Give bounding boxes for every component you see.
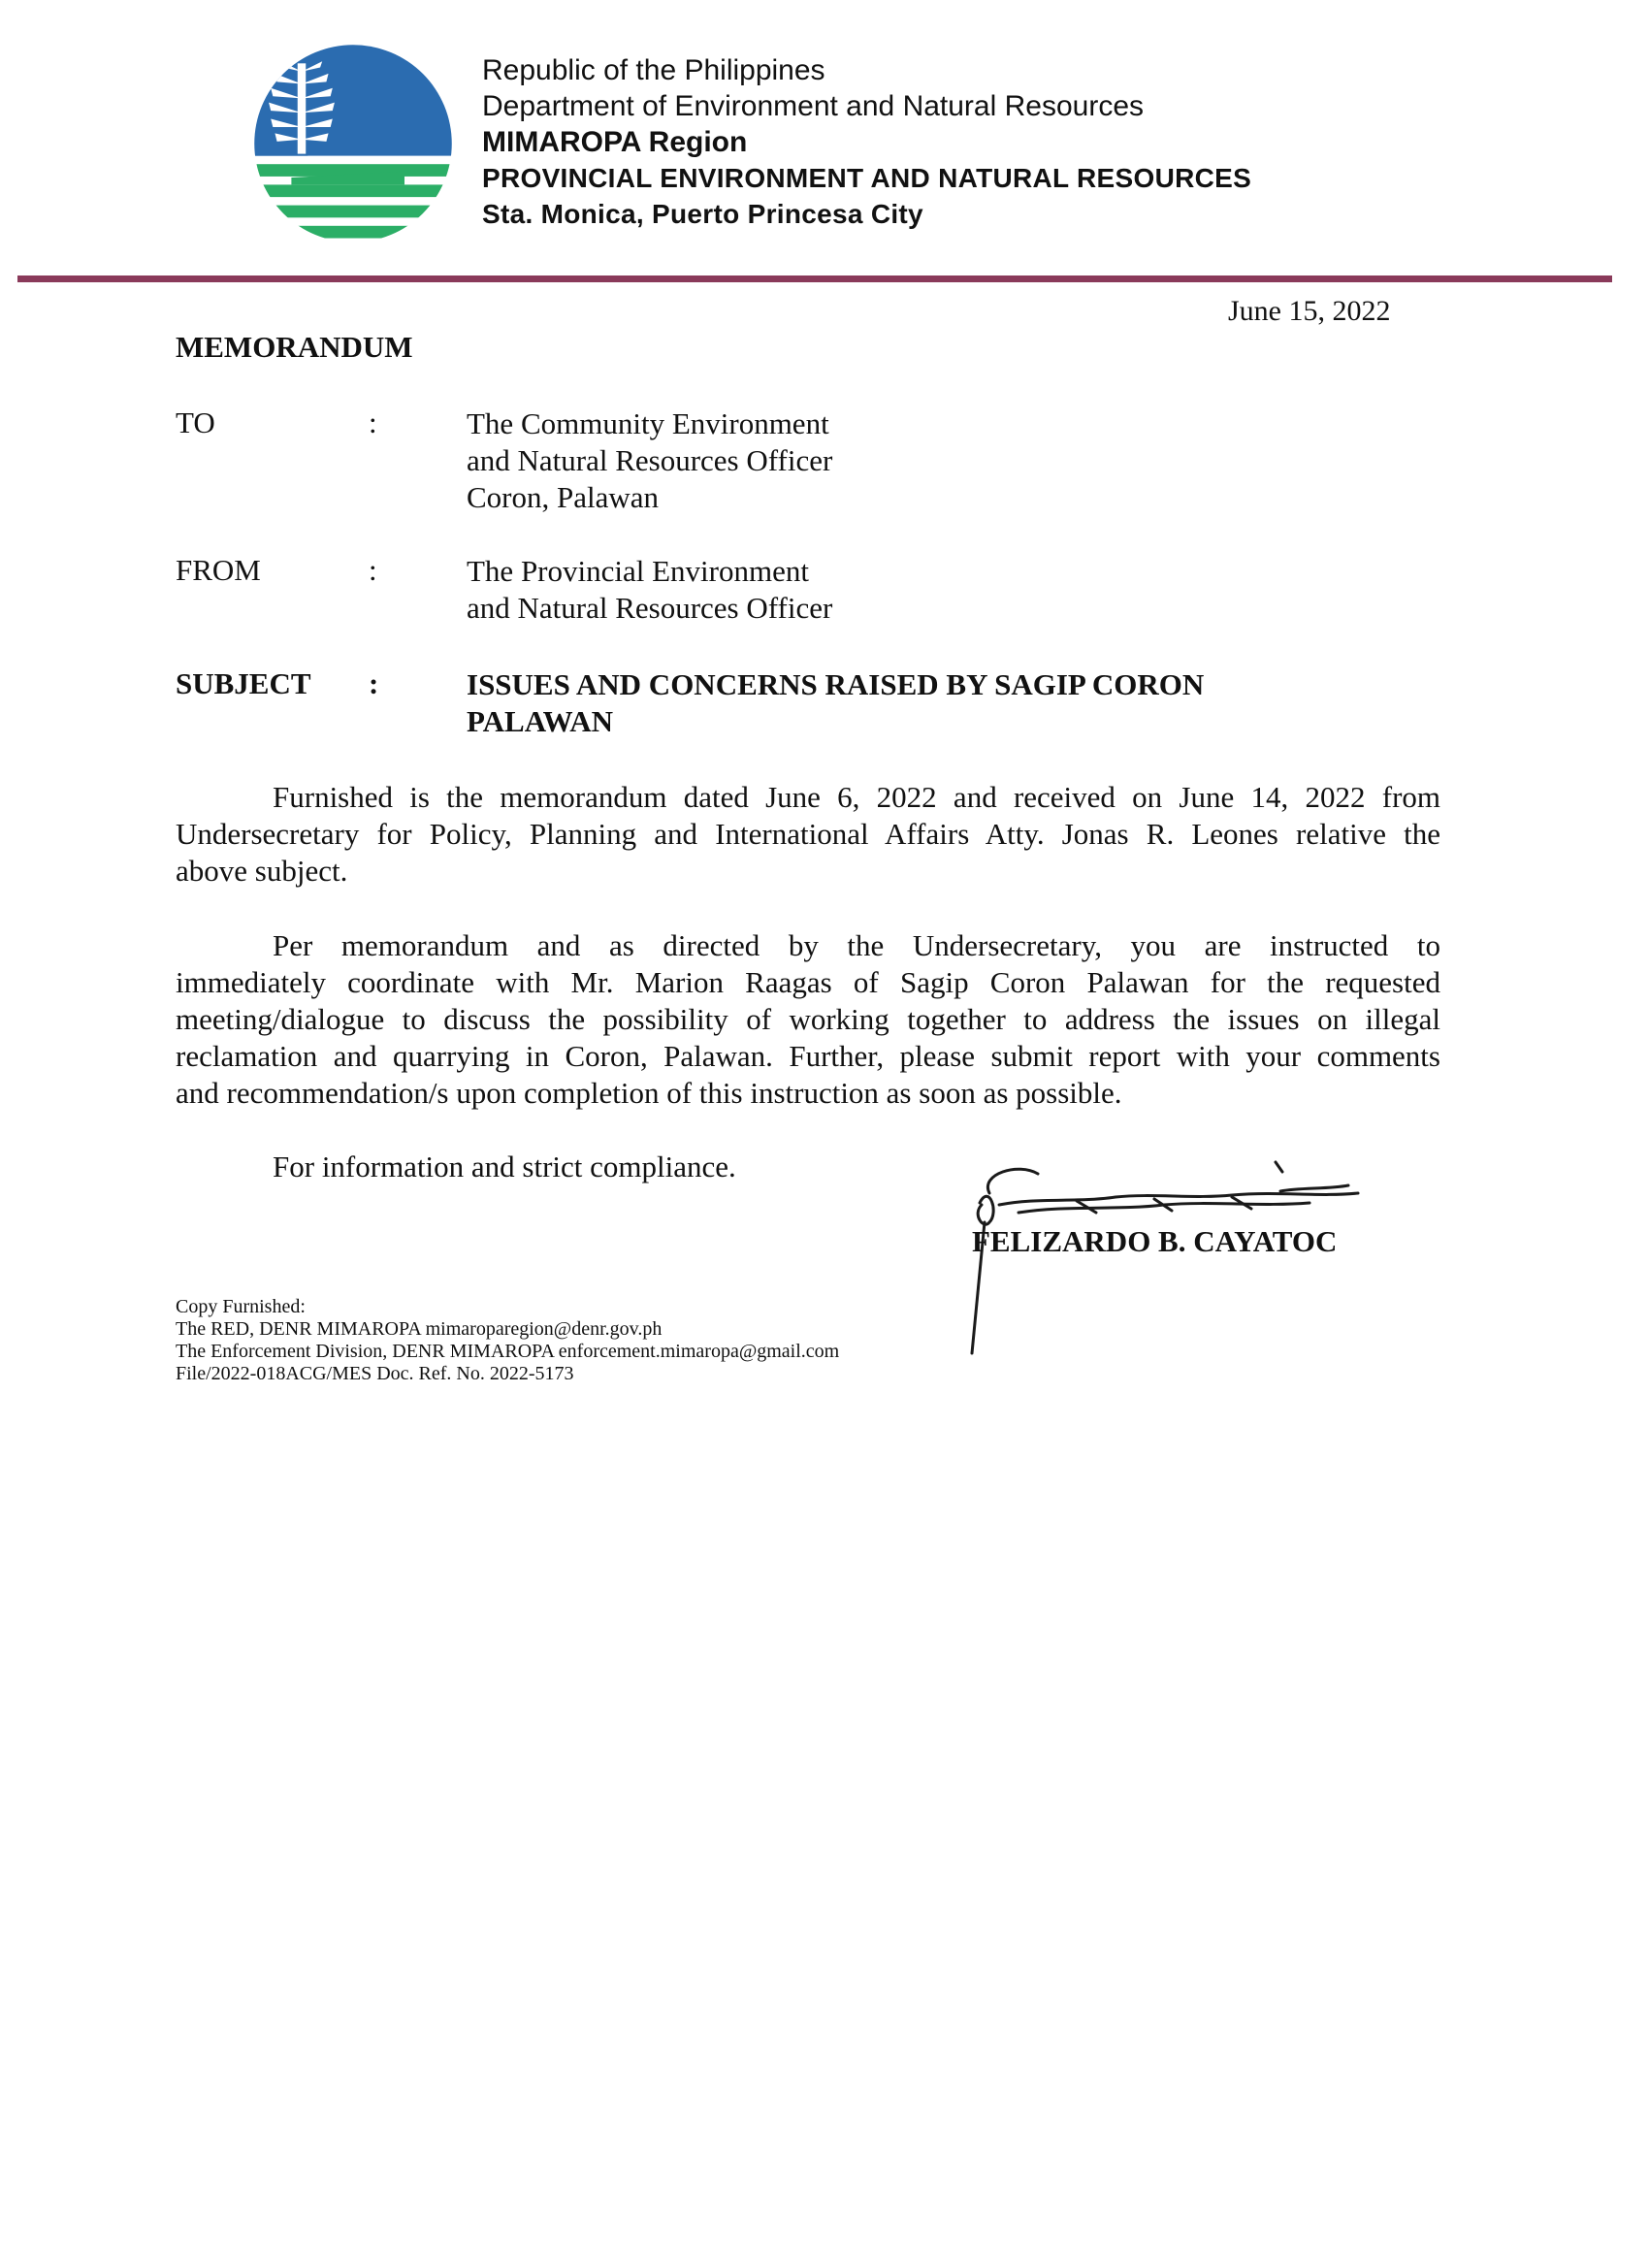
memo-title: MEMORANDUM <box>176 330 413 364</box>
paragraph-line: immediately coordinate with Mr. Marion Raagas of Sagip Coron Palawan for the requested <box>176 965 1440 999</box>
to-recipient <box>467 405 832 516</box>
subject-colon: : <box>369 666 379 700</box>
from-label: FROM <box>176 553 261 587</box>
signatory-name: FELIZARDO B. CAYATOC <box>972 1224 1338 1258</box>
paragraph-line: above subject. <box>176 854 348 888</box>
handwritten-signature <box>960 1154 1387 1368</box>
subject-line: PALAWAN <box>467 704 613 738</box>
subject-label: SUBJECT <box>176 666 311 700</box>
from-sender <box>467 553 832 627</box>
from-colon: : <box>369 553 377 587</box>
letterhead-department: Department of Environment and Natural Resources <box>482 90 1145 122</box>
copy-furnished-line: The Enforcement Division, DENR MIMAROPA enforcement.mimaropa@gmail.com <box>176 1341 840 1362</box>
body-paragraph-2 <box>176 927 1440 1112</box>
paragraph-line: Per memorandum and as directed by the Undersecretary, you are instructed to <box>273 928 1440 962</box>
memo-date: June 15, 2022 <box>1228 295 1391 327</box>
paragraph-line: Furnished is the memorandum dated June 6, 2022 and received on June 14, 2022 from <box>273 780 1440 814</box>
paragraph-line: reclamation and quarrying in Coron, Palawan. Further, please submit report with your comments <box>176 1039 1440 1073</box>
to-colon: : <box>369 405 377 439</box>
paragraph-line: meeting/dialogue to discuss the possibility of working together to address the issues on illegal <box>176 1002 1440 1036</box>
to-line: The Community Environment <box>467 406 829 440</box>
letterhead-address: Sta. Monica, Puerto Princesa City <box>482 199 923 229</box>
to-line: and Natural Resources Officer <box>467 443 833 477</box>
body-paragraph-1 <box>176 779 1440 890</box>
paragraph-line: and recommendation/s upon completion of this instruction as soon as possible. <box>176 1076 1122 1110</box>
closing-line: For information and strict compliance. <box>273 1150 736 1183</box>
letterhead-republic: Republic of the Philippines <box>482 54 825 86</box>
from-line: and Natural Resources Officer <box>467 591 833 625</box>
letterhead-region: MIMAROPA Region <box>482 126 748 158</box>
copy-furnished-line: File/2022-018ACG/MES Doc. Ref. No. 2022-5173 <box>176 1363 574 1384</box>
to-label: TO <box>176 405 215 439</box>
denr-logo <box>250 41 456 246</box>
paragraph-line: Undersecretary for Policy, Planning and International Affairs Atty. Jonas R. Leones relative the <box>176 817 1440 851</box>
subject-line: ISSUES AND CONCERNS RAISED BY SAGIP CORON <box>467 667 1205 701</box>
subject-text <box>467 666 1204 740</box>
letterhead <box>482 52 1251 232</box>
to-line: Coron, Palawan <box>467 480 660 514</box>
copy-furnished <box>176 1296 839 1385</box>
header-divider <box>17 275 1612 282</box>
letterhead-office: PROVINCIAL ENVIRONMENT AND NATURAL RESOURCES <box>482 163 1252 193</box>
copy-furnished-heading: Copy Furnished: <box>176 1296 306 1317</box>
from-line: The Provincial Environment <box>467 554 809 588</box>
copy-furnished-line: The RED, DENR MIMAROPA mimaroparegion@denr.gov.ph <box>176 1318 663 1340</box>
